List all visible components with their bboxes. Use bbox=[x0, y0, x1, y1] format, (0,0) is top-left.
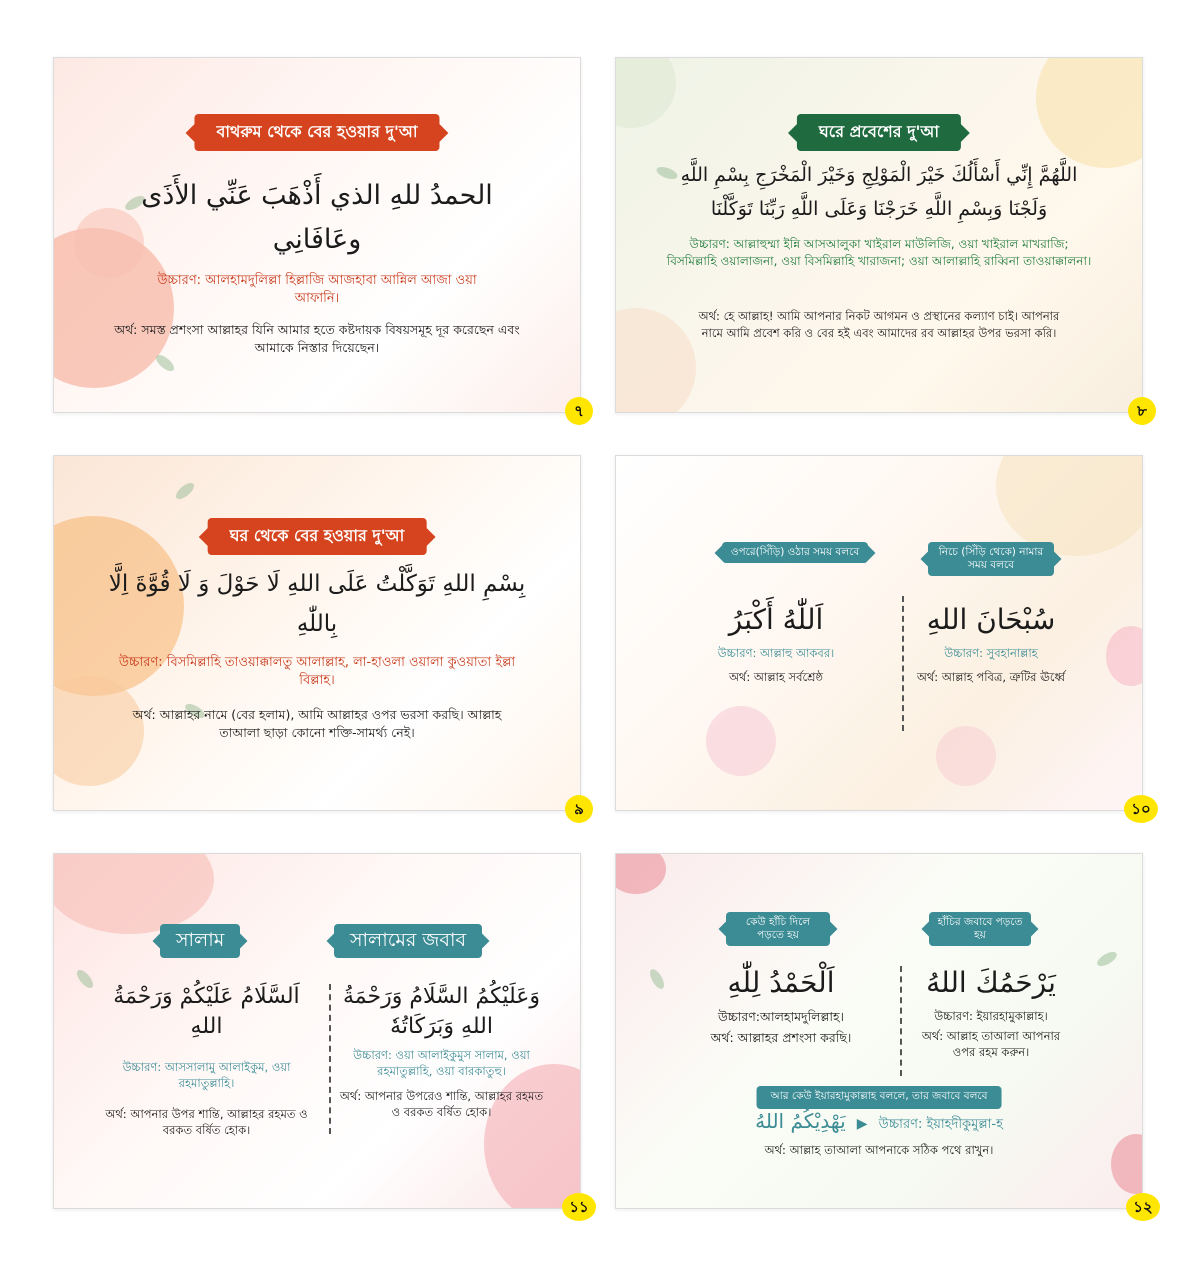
pronunciation-text: উচ্চারণ:আলহামদুলিল্লাহ। bbox=[717, 1008, 845, 1024]
leaf-decoration bbox=[173, 480, 196, 502]
arabic-dua-line1: بِسْمِ اللهِ تَوَكَّلْتُ عَلَى اللهِ لَا حَوْلَ وَ لَا قُوَّةَ اِلَّا bbox=[108, 571, 526, 597]
arabic-yarhamukallah: يَرْحَمُكَ اللهُ bbox=[926, 966, 1056, 999]
flower-decoration bbox=[996, 455, 1143, 556]
flower-decoration bbox=[706, 706, 776, 776]
flower-decoration bbox=[1111, 1134, 1143, 1194]
pronunciation-text: উচ্চারণ: আল্লাহু আকবর। bbox=[717, 645, 835, 660]
card-title: ঘরে প্রবেশের দু'আ bbox=[797, 114, 961, 151]
meaning-text: অর্থ: হে আল্লাহ! আমি আপনার নিকট আগমন ও প্রস্থানের কল্যাণ চাই। আপনার নামে আমি প্রবেশ করি ও বের হই এবং আমাদের রব আল্লাহর উপর ভরসা করি। bbox=[698, 309, 1060, 340]
meaning-text: অর্থ: আল্লাহ তাআলা আপনার ওপর রহম করুন। bbox=[921, 1028, 1061, 1059]
dashed-divider bbox=[900, 966, 902, 1076]
column-right bbox=[339, 982, 544, 1120]
arabic-dua-line1: اللَّهُمَّ إِنِّي أَسْأَلُكَ خَيْرَ الْمَوْلِجِ وَخَيْرَ الْمَخْرَجِ بِسْمِ اللَّهِ bbox=[680, 164, 1078, 186]
pronunciation-text: উচ্চারণ: সুবহানাল্লাহ bbox=[944, 645, 1038, 660]
dua-card-11 bbox=[53, 853, 581, 1209]
arabic-salam-reply: وَعَلَيْكُمُ السَّلَامُ وَرَحْمَةُ اللهِ وَبَرَكَاتُهٗ bbox=[342, 984, 540, 1039]
meaning-text: অর্থ: আল্লাহর প্রশংসা করছি। bbox=[710, 1030, 852, 1046]
card-title: বাথরুম থেকে বের হওয়ার দু'আ bbox=[194, 114, 439, 151]
column-right bbox=[911, 964, 1071, 1060]
leaf-decoration bbox=[647, 967, 667, 991]
card-number-badge: ৯ bbox=[565, 795, 593, 823]
card-title: ঘর থেকে বের হওয়ার দু'আ bbox=[208, 518, 427, 555]
column-left bbox=[676, 964, 886, 1047]
pronunciation-text: উচ্চারণ: ওয়া আলাইকুমুস সালাম, ওয়া রহমাতুল্লাহি, ওয়া বারকাতুহু। bbox=[353, 1048, 530, 1079]
arabic-yahdikumullah: يَهْدِيْكُمُ اللهُ bbox=[755, 1109, 846, 1133]
column-left bbox=[676, 601, 876, 685]
pronunciation-text: উচ্চারণ: আল্লাহুম্মা ইন্নি আসআলুকা খাইরাল মাউলিজি, ওয়া খাইরাল মাখরাজি; বিসমিল্লাহি ওয়ালাজনা, ওয়া বিসমিল্লাহি খারাজনা; ওয়া আলাল্লাহি রাব্বিনা তাওয়াক্কালনা। bbox=[666, 237, 1092, 268]
meaning-text: অর্থ: আল্লাহ তাআলা আপনাকে সঠিক পথে রাখুন। bbox=[764, 1143, 994, 1157]
arabic-dua-line2: وعَافَانِي bbox=[272, 224, 362, 255]
arabic-tasbih: سُبْحَانَ اللهِ bbox=[926, 603, 1056, 636]
arabic-dua-line2: بِاللّٰهِ bbox=[296, 611, 338, 637]
arabic-salam: اَلسَّلَامُ عَلَيْكُمْ وَرَحْمَةُ اللهِ bbox=[113, 984, 300, 1039]
flower-decoration bbox=[1036, 57, 1143, 168]
tag-descending: নিচে (সিঁড়ি থেকে) নামার সময় বলবে bbox=[928, 542, 1054, 576]
arabic-dua-line2: وَلَجْنَا وَبِسْمِ اللَّهِ خَرَجْنَا وَعَلَى اللَّهِ رَبِّنَا تَوَكَّلْنَا bbox=[710, 198, 1048, 220]
flower-decoration bbox=[1106, 626, 1143, 686]
pronunciation-text: উচ্চারণ: ইয়ারহামুকাল্লাহ। bbox=[934, 1008, 1048, 1023]
pronunciation-text: উচ্চারণ: আলহামদুলিল্লা হিল্লাজি আজহাবা আন্নিল আজা ওয়া আফানি। bbox=[157, 273, 477, 307]
arabic-dua-line1: الحمدُ للهِ الذي أَذْهَبَ عَنِّي الأَذَى bbox=[141, 180, 493, 211]
dashed-divider bbox=[902, 596, 904, 731]
card-number-badge: ৮ bbox=[1128, 397, 1156, 425]
meaning-text: অর্থ: সমস্ত প্রশংসা আল্লাহর যিনি আমার হতে কষ্টদায়ক বিষয়সমূহ দূর করেছেন এবং আমাকে নিস্তার দিয়েছেন। bbox=[114, 322, 520, 356]
card-number-badge: ১১ bbox=[562, 1193, 596, 1221]
dua-card-12 bbox=[615, 853, 1143, 1209]
meaning-text: অর্থ: আপনার উপরেও শান্তি, আল্লাহর রহমত ও বরকত বর্ষিত হোক। bbox=[339, 1088, 544, 1119]
tag-salam-reply: সালামের জবাব bbox=[334, 924, 482, 958]
card-number-badge: ১২ bbox=[1126, 1193, 1160, 1221]
tag-sneeze-reply: হাঁচির জবাবে পড়তে হয় bbox=[929, 912, 1031, 946]
pronunciation-text: উচ্চারণ: ইয়াহদীকুমুল্লা-হ bbox=[878, 1117, 1003, 1132]
arabic-takbir: اَللّٰهُ أَكْبَرُ bbox=[728, 603, 824, 636]
column-left bbox=[94, 982, 319, 1138]
leaf-decoration bbox=[74, 967, 96, 990]
meaning-text: অর্থ: আল্লাহ সর্বশ্রেষ্ঠ bbox=[728, 669, 824, 684]
reply-row bbox=[616, 1109, 1142, 1136]
meaning-text: অর্থ: আল্লাহ পবিত্র, ত্রুটির ঊর্ধ্বে bbox=[916, 669, 1066, 684]
dua-card-9 bbox=[53, 455, 581, 811]
leaf-decoration bbox=[1095, 949, 1119, 969]
flower-decoration bbox=[615, 853, 666, 894]
play-arrow-icon: ▶ bbox=[856, 1116, 868, 1132]
column-right bbox=[916, 601, 1066, 685]
dashed-divider bbox=[329, 984, 331, 1134]
card-number-badge: ১০ bbox=[1124, 795, 1158, 823]
flower-decoration bbox=[53, 853, 214, 934]
arabic-alhamdulillah: اَلْحَمْدُ لِلّٰهِ bbox=[727, 966, 835, 999]
dua-card-7 bbox=[53, 57, 581, 413]
dua-card-8 bbox=[615, 57, 1143, 413]
flower-decoration bbox=[936, 726, 996, 786]
meaning-text: অর্থ: আপনার উপর শান্তি, আল্লাহর রহমত ও বরকত বর্ষিত হোক। bbox=[105, 1106, 308, 1137]
reply-instruction-tag: আর কেউ ইয়ারহামুকাল্লাহ বললে, তার জবাবে বলবে bbox=[757, 1086, 1002, 1109]
tag-salam: সালাম bbox=[160, 924, 240, 958]
meaning-text: অর্থ: আল্লাহর নামে (বের হলাম), আমি আল্লাহর ওপর ভরসা করছি। আল্লাহ তাআলা ছাড়া কোনো শক্তি-সামর্থ্য নেই। bbox=[132, 707, 502, 741]
card-number-badge: ৭ bbox=[565, 397, 593, 425]
dua-card-10 bbox=[615, 455, 1143, 811]
tag-climbing: ওপরে(সিঁড়ি) ওঠার সময় বলবে bbox=[722, 542, 868, 563]
flower-decoration bbox=[615, 57, 676, 128]
pronunciation-text: উচ্চারণ: বিসমিল্লাহি তাওয়াক্কালতু আলাল্লাহ, লা-হাওলা ওয়ালা কুওয়াতা ইল্লা বিল্লাহ। bbox=[118, 655, 516, 689]
tag-sneeze: কেউ হাঁচি দিলে পড়তে হয় bbox=[726, 912, 830, 946]
flower-decoration bbox=[615, 308, 696, 413]
pronunciation-text: উচ্চারণ: আসসালামু আলাইকুম, ওয়া রহমাতুল্লাহি। bbox=[122, 1060, 291, 1091]
